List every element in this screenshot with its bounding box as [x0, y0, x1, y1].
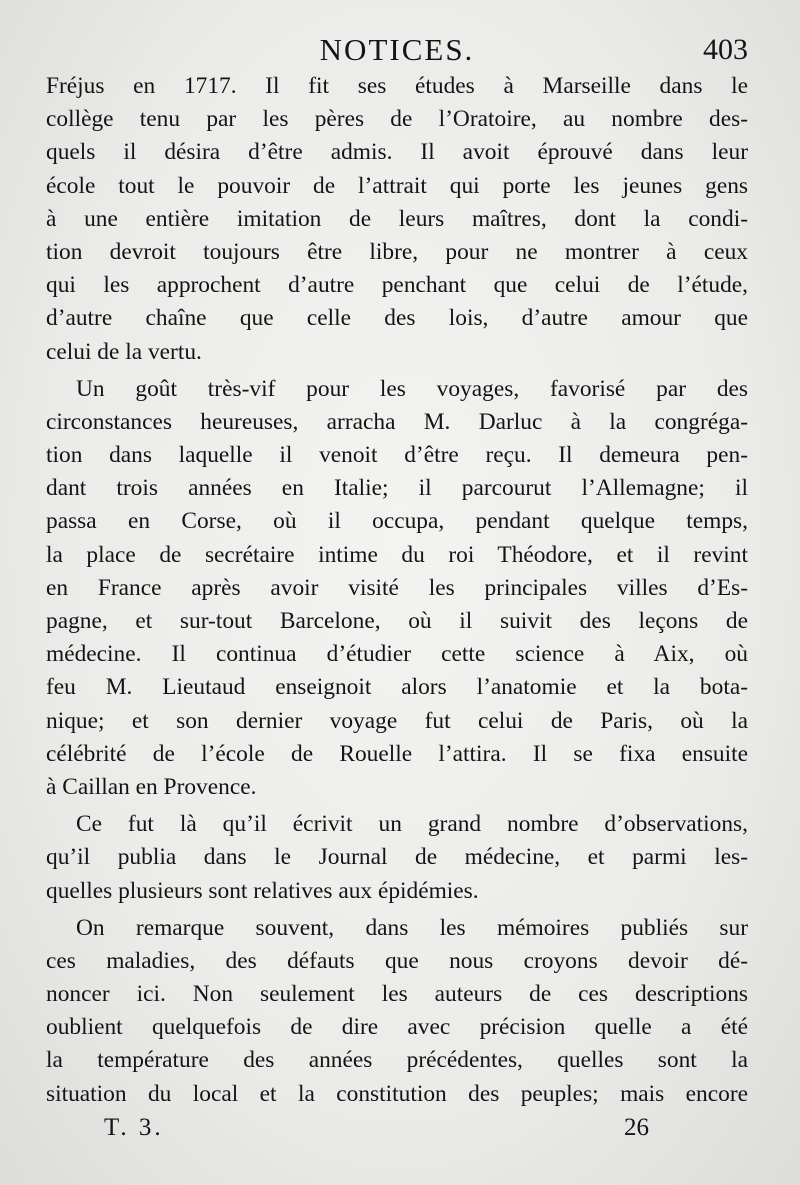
- paragraph: [46, 912, 748, 1111]
- text-line: feu M. Lieutaud enseignoit alors l’anatomie et la bota-: [46, 674, 748, 701]
- text-line: d’autre chaîne que celle des lois, d’autre amour que: [46, 305, 748, 332]
- paragraph: [46, 808, 748, 908]
- text-line: à Caillan en Provence.: [46, 773, 257, 800]
- text-line: qu’il publia dans le Journal de médecine, et parmi les-: [46, 844, 748, 871]
- text-line: Un goût très-vif pour les voyages, favorisé par des: [76, 375, 748, 402]
- text-line: quelles plusieurs sont relatives aux épidémies.: [46, 877, 479, 904]
- page-number: 403: [703, 33, 748, 66]
- text-line: qui les approchent d’autre penchant que celui de l’étude,: [46, 272, 748, 299]
- text-line: tion dans laquelle il venoit d’être reçu. Il demeura pen-: [46, 442, 748, 469]
- text-line: ces maladies, des défauts que nous croyons devoir dé-: [46, 947, 748, 974]
- text-line: circonstances heureuses, arracha M. Darluc à la congréga-: [46, 408, 748, 435]
- text-line: dant trois années en Italie; il parcourut l’Allemagne; il: [46, 475, 748, 502]
- text-line: la place de secrétaire intime du roi Théodore, et il revint: [46, 541, 748, 568]
- text-line: On remarque souvent, dans les mémoires publiés sur: [76, 914, 748, 941]
- text-line: célébrité de l’école de Rouelle l’attira. Il se fixa ensuite: [46, 740, 748, 767]
- text-line: Ce fut là qu’il écrivit un grand nombre d’observations,: [76, 811, 748, 838]
- text-line: noncer ici. Non seulement les auteurs de ces descriptions: [46, 981, 748, 1008]
- text-line: pagne, et sur-tout Barcelone, où il suivit des leçons de: [46, 608, 748, 634]
- text-line: nique; et son dernier voyage fut celui de Paris, où la: [46, 707, 748, 734]
- running-title: NOTICES.: [319, 32, 475, 67]
- page-header: [46, 30, 748, 70]
- text-line: à une entière imitation de leurs maîtres, dont la condi-: [46, 205, 748, 232]
- text-line: école tout le pouvoir de l’attrait qui porte les jeunes gens: [46, 172, 748, 199]
- volume-signature: T. 3.: [104, 1114, 164, 1141]
- text-line: oublient quelquefois de dire avec précision quelle a été: [46, 1014, 748, 1041]
- page-footer: [46, 1108, 748, 1148]
- text-line: passa en Corse, où il occupa, pendant quelque temps,: [46, 508, 748, 535]
- text-line: tion devroit toujours être libre, pour ne montrer à ceux: [46, 238, 748, 265]
- paragraph: [46, 373, 748, 804]
- text-line: situation du local et la constitution des peuples; mais encore: [46, 1080, 748, 1107]
- body-text: [46, 70, 748, 1111]
- text-line: Fréjus en 1717. Il fit ses études à Marseille dans le: [46, 73, 748, 99]
- paragraph: [46, 70, 748, 369]
- gathering-signature: 26: [624, 1114, 649, 1141]
- text-line: la température des années précédentes, quelles sont la: [46, 1047, 748, 1074]
- text-line: quels il désira d’être admis. Il avoit éprouvé dans leur: [46, 139, 748, 166]
- text-line: collège tenu par les pères de l’Oratoire, au nombre des-: [46, 106, 748, 133]
- text-line: en France après avoir visité les principales villes d’Es-: [46, 574, 748, 601]
- text-line: médecine. Il continua d’étudier cette science à Aix, où: [46, 641, 748, 668]
- text-line: celui de la vertu.: [46, 338, 202, 365]
